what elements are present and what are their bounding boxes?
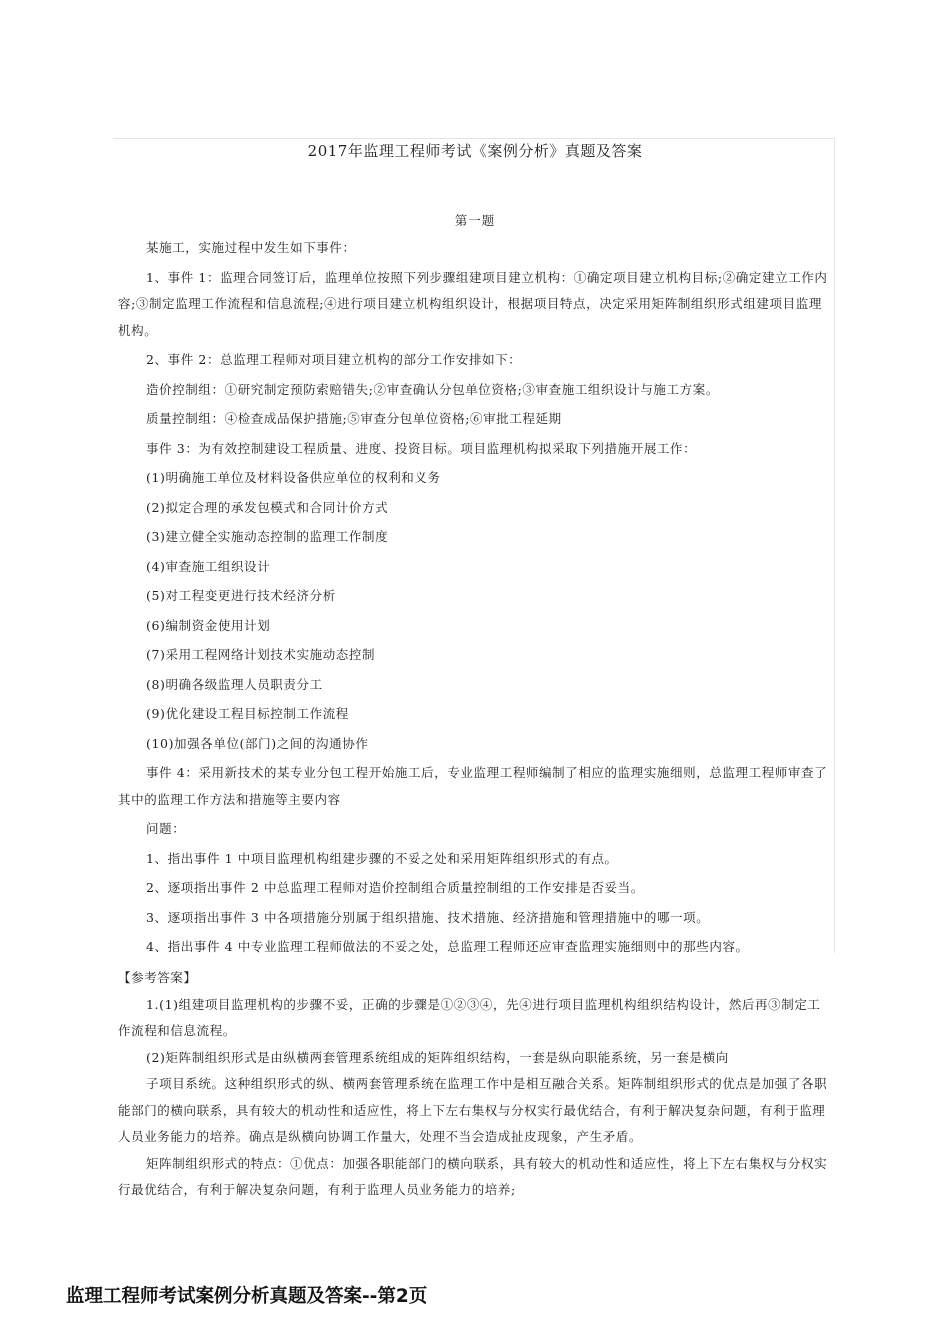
question-item: 4、指出事件 4 中专业监理工程师做法的不妥之处，总监理工程师还应审查监理实施细则中的那些内容。 [146,939,749,954]
page-footer: 监理工程师考试案例分析真题及答案--第2页 [66,1286,428,1307]
measure-item: (10)加强各单位(部门)之间的沟通协作 [146,735,369,751]
answer-heading: 【参考答案】 [118,970,197,985]
answer-paragraph-1: 1.(1)组建项目监理机构的步骤不妥，正确的步骤是①②③④，先④进行项目监理机构组织结构设计，然后再③制定工作流程和信息流程。 [118,996,821,1038]
measure-item: (8)明确各级监理人员职责分工 [146,676,323,692]
measure-item: (9)优化建设工程目标控制工作流程 [146,706,349,721]
measure-item: (5)对工程变更进行技术经济分析 [146,588,336,603]
measure-item: (1)明确施工单位及材料设备供应单位的权利和义务 [146,470,441,485]
answer-body [118,965,832,1204]
answer-paragraph-3: 矩阵制组织形式的特点：①优点：加强各职能部门的横向联系，具有较大的机动性和适应性，将上下左右集权与分权实行最优结合，有利于解决复杂问题，有利于监理人员业务能力的培养; [118,1155,828,1197]
question-item: 2、逐项指出事件 2 中总监理工程师对造价控制组合质量控制组的工作安排是否妥当。 [146,880,644,895]
event-1-text: 1、事件 1：监理合同签订后，监理单位按照下列步骤组建项目建立机构：①确定项目建立机构目标;②确定建立工作内容;③制定监理工作流程和信息流程;④进行项目建立机构组织设计，根据项目特点，决定采用矩阵制组织形式组建项目监理机构。 [118,269,828,338]
measure-item: (7)采用工程网络计划技术实施动态控制 [146,647,376,662]
measure-item: (3)建立健全实施动态控制的监理工作制度 [146,529,389,544]
question-body [118,235,832,964]
answer-paragraph-2-rest: 子项目系统。这种组织形式的纵、横两套管理系统在监理工作中是相互融合关系。矩阵制组织形式的优点是加强了各职能部门的横向联系，具有较大的机动性和适应性，将上下左右集权与分权实行最优结合，有利于解决复杂问题，有利于监理人员业务能力的培养。确点是纵横向协调工作量大，处理不当会造成扯皮现象，产生矛盾。 [118,1076,828,1144]
event-3-intro: 事件 3：为有效控制建设工程质量、进度、投资目标。项目监理机构拟采取下列措施开展工作： [146,440,697,456]
intro-text: 某施工，实施过程中发生如下事件： [146,240,356,255]
questions-label: 问题： [146,821,186,836]
answer-paragraph-2-first: (2)矩阵制组织形式是由纵横两套管理系统组成的矩阵组织结构，一套是纵向职能系统，另一套是横向 [146,1049,729,1065]
event-4-text: 事件 4：采用新技术的某专业分包工程开始施工后，专业监理工程师编制了相应的监理实施细则，总监理工程师审查了其中的监理工作方法和措施等主要内容 [118,765,828,807]
measure-item: (2)拟定合理的承发包模式和合同计价方式 [146,499,389,515]
document-title: 2017年监理工程师考试《案例分析》真题及答案 [307,142,643,160]
section-title: 第一题 [454,213,496,228]
measure-item: (4)审查施工组织设计 [146,558,271,574]
measure-item: (6)编制资金使用计划 [146,617,271,633]
quality-control-group: 质量控制组：④检查成品保护措施;⑤审查分包单位资格;⑥审批工程延期 [146,411,562,426]
cost-control-group: 造价控制组：①研究制定预防索赔错失;②审查确认分包单位资格;③审查施工组织设计与施工方案。 [146,381,719,397]
question-item: 3、逐项指出事件 3 中各项措施分别属于组织措施、技术措施、经济措施和管理措施中的哪一项。 [146,909,710,925]
question-item: 1、指出事件 1 中项目监理机构组建步骤的不妥之处和采用矩阵组织形式的有点。 [146,850,618,866]
event-2-intro: 2、事件 2：总监理工程师对项目建立机构的部分工作安排如下： [146,352,522,367]
